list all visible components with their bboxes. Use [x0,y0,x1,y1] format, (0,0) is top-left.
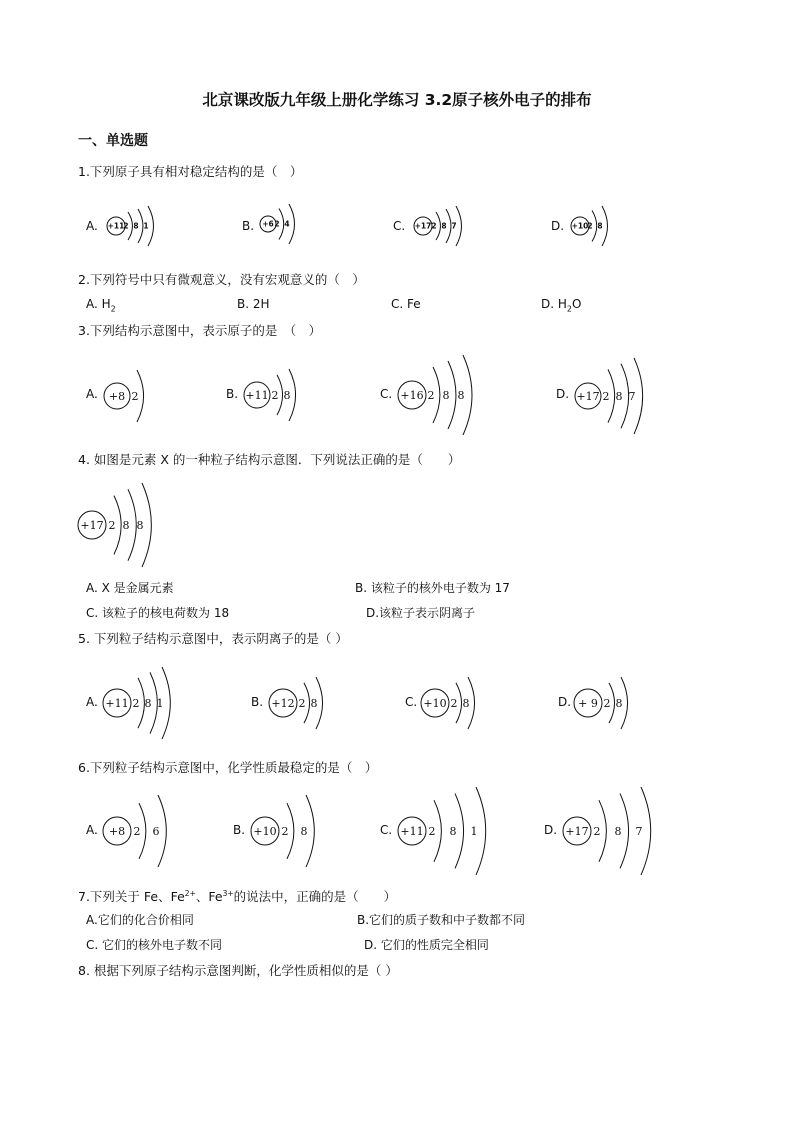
question-6-stem: 6.下列粒子结构示意图中，化学性质最稳定的是（ ） [78,760,378,775]
q5-option-c-label: C. [405,695,418,709]
electron-shell-arc [138,209,143,243]
q3-atom-d-diagram [571,348,675,444]
nucleus-charge-label: +11 [400,824,424,838]
shell-electron-count: 8 [449,824,457,838]
shell-electron-count: 8 [310,696,318,710]
shell-electron-count: 2 [123,221,129,231]
question-3-stem: 3.下列结构示意图中，表示原子的是 （ ） [78,323,322,338]
electron-shell-arc [602,206,608,246]
shell-electron-count: 7 [451,221,457,231]
q6-option-a-label: A. [86,823,98,837]
shell-electron-count: 8 [597,221,603,231]
q4-option-d: D.该粒子表示阴离子 [366,606,476,620]
q5-atom-c-diagram [417,667,508,739]
shell-electron-count: 6 [152,824,160,838]
shell-electron-count: 2 [132,696,140,710]
shell-electron-count: 2 [587,221,593,231]
nucleus-charge-label: +17 [565,824,589,838]
q5-option-b-label: B. [251,695,264,709]
shell-electron-count: 2 [108,518,116,532]
shell-electron-count: 8 [614,824,622,838]
shell-electron-count: 8 [441,221,447,231]
q7-option-c: C. 它们的核外电子数不同 [86,938,223,952]
q7-option-a: A.它们的化合价相同 [86,913,194,927]
shell-electron-count: 2 [603,696,611,710]
section-heading: 一、单选题 [78,133,148,149]
q1-atom-b-diagram [256,194,327,254]
q1-atom-a-diagram [103,196,186,256]
q1-option-a-label: A. [86,219,98,233]
q1-atom-c-diagram [410,196,494,256]
q6-atom-a-diagram [99,785,205,877]
q3-atom-b-diagram [240,359,329,431]
shell-electron-count: 8 [136,518,144,532]
electron-shell-arc [128,212,132,240]
q2-option-a: A. $H_2$ [86,297,116,314]
electron-shell-arc [592,211,597,242]
shell-electron-count: 2 [593,824,601,838]
shell-electron-count: 2 [131,389,139,403]
shell-electron-count: 8 [122,518,130,532]
q6-option-b-label: B. [233,823,246,837]
shell-electron-count: 2 [602,389,610,403]
q4-option-a: A. X 是金属元素 [86,581,174,595]
nucleus-charge-label: +10 [423,696,447,710]
shell-electron-count: 8 [283,388,291,402]
shell-electron-count: 4 [284,219,290,229]
q4-option-b: B. 该粒子的核外电子数为 17 [355,581,510,595]
shell-electron-count: 2 [427,388,435,402]
nucleus-charge-label: +12 [271,696,295,710]
shell-electron-count: 7 [628,389,636,403]
shell-electron-count: 8 [144,696,152,710]
shell-electron-count: 8 [133,221,139,231]
question-1-stem: 1.下列原子具有相对稳定结构的是（ ） [78,164,303,179]
q7-option-b: B.它们的质子数和中子数都不同 [357,913,526,927]
q1-atom-d-diagram [567,196,640,256]
q3-option-d-label: D. [556,387,570,401]
q5-atom-d-diagram [570,667,661,739]
nucleus-charge-label: +17 [80,518,104,532]
nucleus-charge-label: +17 [576,389,600,403]
q6-option-d-label: D. [544,823,558,837]
electron-shell-arc [279,209,284,240]
shell-electron-count: 2 [298,696,306,710]
shell-electron-count: 8 [615,389,623,403]
q5-option-a-label: A. [86,695,98,709]
shell-electron-count: 2 [281,824,289,838]
nucleus-charge-label: +11 [245,388,269,402]
q1-option-d-label: D. [551,219,565,233]
shell-electron-count: 2 [428,824,436,838]
q1-option-c-label: C. [393,219,406,233]
q4-atom-diagram [74,473,184,577]
electron-shell-arc [446,209,451,243]
q1-option-b-label: B. [242,219,255,233]
shell-electron-count: 1 [470,824,478,838]
q3-option-a-label: A. [86,387,98,401]
shell-electron-count: 2 [450,696,458,710]
question-4-stem: 4. 如图是元素 X 的一种粒子结构示意图．下列说法正确的是（ ） [78,452,461,467]
q2-option-d: D. $H_2O$ [541,297,582,314]
shell-electron-count: 2 [271,388,279,402]
electron-shell-arc [436,212,440,240]
shell-electron-count: 1 [143,221,149,231]
shell-electron-count: 8 [442,388,450,402]
q3-option-b-label: B. [226,387,239,401]
nucleus-charge-label: + 9 [578,696,598,710]
nucleus-charge-label: +16 [400,388,424,402]
q5-option-d-label: D. [558,695,572,709]
question-2-stem: 2.下列符号中只有微观意义，没有宏观意义的（ ） [78,272,365,287]
nucleus-charge-label: +8 [108,389,126,403]
nucleus-charge-label: +11 [105,696,129,710]
electron-shell-arc [456,206,462,246]
q3-atom-c-diagram [394,345,506,445]
q6-option-c-label: C. [380,823,393,837]
shell-electron-count: 8 [462,696,470,710]
q2-option-c: C. Fe [391,297,421,311]
shell-electron-count: 2 [274,219,280,229]
q6-atom-c-diagram [394,777,525,885]
shell-electron-count: 8 [457,388,465,402]
q5-atom-a-diagram [99,657,202,749]
shell-electron-count: 8 [300,824,308,838]
q4-option-c: C. 该粒子的核电荷数为 18 [86,606,230,620]
q2-option-b: B. 2H [237,297,270,311]
q5-atom-b-diagram [265,667,356,739]
q6-atom-d-diagram [559,777,690,885]
q6-atom-b-diagram [247,785,353,877]
question-8-stem: 8. 根据下列原子结构示意图判断，化学性质相似的是（ ） [78,963,398,978]
question-5-stem: 5. 下列粒子结构示意图中，表示阴离子的是（ ） [78,631,348,646]
electron-shell-arc [289,204,295,244]
q3-atom-a-diagram [100,360,177,432]
q3-option-c-label: C. [380,387,393,401]
nucleus-charge-label: +10 [571,221,589,231]
shell-electron-count: 1 [156,696,164,710]
shell-electron-count: 8 [615,696,623,710]
nucleus-charge-label: +17 [414,221,432,231]
shell-electron-count: 2 [133,824,141,838]
page-title: 北京课改版九年级上册化学练习 3.2原子核外电子的排布 [202,91,592,109]
nucleus-charge-label: +6 [262,219,274,229]
q7-option-d: D. 它们的性质完全相同 [364,938,489,952]
nucleus-charge-label: +10 [253,824,277,838]
nucleus-charge-label: +8 [108,824,126,838]
shell-electron-count: 7 [635,824,643,838]
shell-electron-count: 2 [431,221,437,231]
electron-shell-arc [148,206,154,246]
question-7-stem: 7.下列关于 Fe、$Fe^{2+}$、$Fe^{3+}$的说法中，正确的是（ ） [78,888,397,904]
nucleus-charge-label: +11 [107,221,125,231]
